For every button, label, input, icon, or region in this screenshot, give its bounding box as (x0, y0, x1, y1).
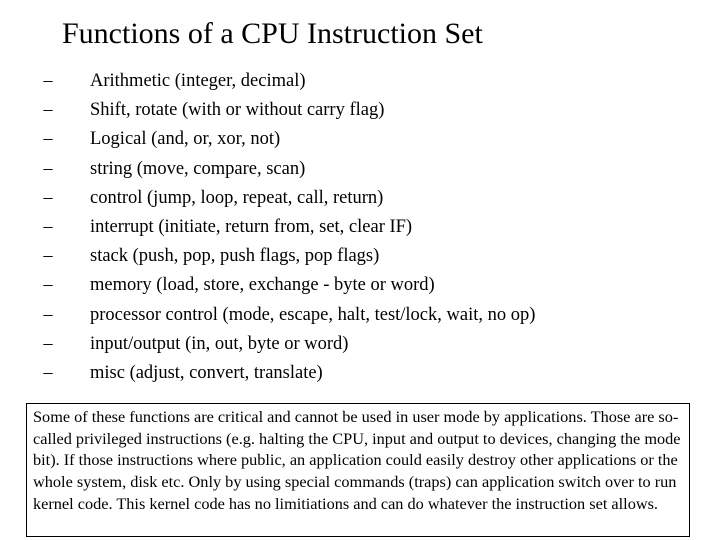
dash-icon: – (43, 304, 53, 325)
list-item-text: memory (load, store, exchange - byte or word) (90, 275, 435, 296)
list-item-text: stack (push, pop, push flags, pop flags) (90, 246, 380, 267)
list-item-text: input/output (in, out, byte or word) (90, 333, 349, 354)
dash-icon: – (43, 100, 53, 121)
list-item-text: Shift, rotate (with or without carry flag) (90, 100, 385, 121)
slide-title: Functions of a CPU Instruction Set (62, 17, 483, 50)
dash-icon: – (43, 246, 53, 267)
dash-icon: – (43, 362, 53, 383)
dash-icon: – (43, 158, 53, 179)
dash-icon: – (43, 216, 53, 237)
list-item-text: string (move, compare, scan) (90, 158, 306, 179)
dash-icon: – (43, 333, 53, 354)
dash-icon: – (43, 71, 53, 91)
list-item-text: Logical (and, or, xor, not) (90, 129, 281, 150)
dash-icon: – (43, 129, 53, 150)
dash-icon: – (43, 275, 53, 296)
dash-icon: – (43, 187, 53, 208)
list-item-text: Arithmetic (integer, decimal) (90, 71, 306, 91)
list-item-text: interrupt (initiate, return from, set, clear IF) (90, 216, 413, 237)
list-item-text: processor control (mode, escape, halt, test/lock, wait, no op) (90, 304, 536, 325)
note-box: Some of these functions are critical and cannot be used in user mode by applications. Those are so-called privileged instructions (e.g. halting the CPU, input and output to devices, changing the mode bit). If those instructions where public, an application could easily destroy other applications or the whole system, disk etc. Only by using special commands (traps) can application switch over to run kernel code. This kernel code has no limitiations and can do whatever the instruction set allows. (26, 403, 690, 537)
list-item-text: misc (adjust, convert, translate) (90, 362, 323, 383)
list-item-text: control (jump, loop, repeat, call, return) (90, 187, 384, 208)
